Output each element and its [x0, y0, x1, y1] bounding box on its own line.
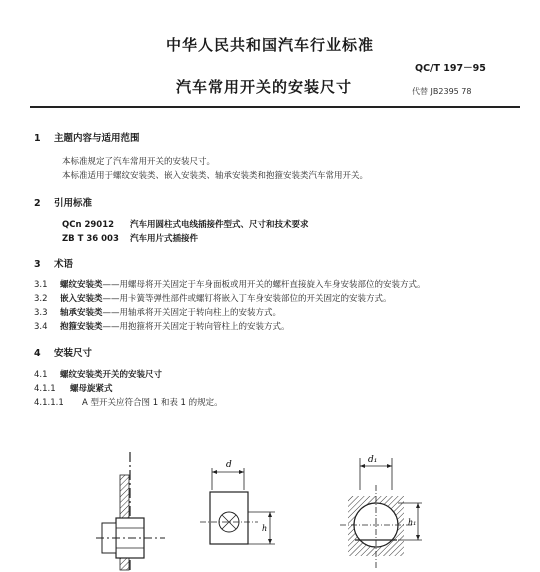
switch-side-view [96, 452, 165, 572]
term-number: 3.1 [34, 280, 48, 290]
dimension-d-label: d [226, 460, 232, 470]
term-name: 嵌入安装类 [60, 294, 103, 304]
reference-code: QCn 29012 [62, 220, 115, 230]
term-name: 螺纹安装类 [60, 280, 103, 290]
dimension-h-label: h [262, 524, 268, 533]
paragraph: 本标准适用于螺纹安装类、嵌入安装类、轴承安装类和抱箍安装类汽车常用开关。 [62, 171, 369, 181]
section-title: 引用标准 [54, 198, 93, 209]
term-name: 轴承安装类 [60, 308, 103, 318]
reference-title: 汽车用圆柱式电线插接件型式、尺寸和技术要求 [130, 220, 309, 230]
dimension-d1-label: d₁ [368, 455, 378, 465]
reference-code: ZB T 36 003 [62, 234, 119, 244]
term-item [34, 278, 426, 290]
term-number: 3.2 [34, 294, 48, 304]
cutout-a-drawing [200, 460, 275, 544]
clause-text: A 型开关应符合图 1 和表 1 的规定。 [82, 398, 223, 408]
term-definition: ——用螺母将开关固定于车身面板或用开关的螺杆直接旋入车身安装部位的安装方式。 [102, 280, 426, 290]
reference-item [62, 232, 198, 244]
clause-item [34, 396, 223, 408]
section-number: 2 [34, 198, 41, 209]
subsection-heading [34, 368, 162, 380]
term-item [34, 306, 281, 318]
term-number: 3.3 [34, 308, 48, 318]
subsection-title: 螺母旋紧式 [70, 384, 113, 394]
section-number: 3 [34, 259, 41, 270]
section-title: 安装尺寸 [54, 348, 93, 359]
term-item [34, 292, 392, 304]
term-definition: ——用抱箍将开关固定于转向管柱上的安装方式。 [102, 322, 290, 332]
subsection-number: 4.1 [34, 370, 48, 380]
subsection-number: 4.1.1 [34, 384, 56, 394]
section-2-heading [34, 195, 92, 209]
term-item [34, 320, 290, 332]
standard-category-title: 中华人民共和国汽车行业标准 [165, 36, 374, 54]
subsection-heading [34, 382, 113, 394]
paragraph: 本标准规定了汽车常用开关的安装尺寸。 [62, 157, 216, 167]
clause-number: 4.1.1.1 [34, 398, 64, 408]
standard-code: QC/T 197－95 [415, 63, 486, 74]
reference-item [62, 218, 309, 230]
term-definition: ——用卡簧等弹性部件或螺钉将嵌入丁车身安装部位的开关固定的安装方式。 [102, 294, 392, 304]
header-rule [30, 106, 520, 108]
section-title: 主题内容与适用范围 [54, 133, 140, 144]
section-3-heading [34, 256, 73, 270]
reference-title: 汽车用片式插接件 [130, 234, 199, 244]
section-number: 4 [34, 348, 41, 359]
section-title: 术语 [54, 259, 74, 270]
section-number: 1 [34, 133, 41, 144]
term-definition: ——用轴承将开关固定于转向柱上的安装方式。 [102, 308, 282, 318]
section-1-heading [34, 130, 140, 144]
section-4-heading [34, 345, 92, 359]
replaces-note: 代替 JB2395 78 [412, 87, 472, 96]
subsection-title: 螺纹安装类开关的安装尺寸 [60, 370, 163, 380]
dimension-h1-label: h₁ [408, 518, 417, 527]
figure-1-drawings [0, 430, 540, 572]
term-number: 3.4 [34, 322, 48, 332]
document-title: 汽车常用开关的安装尺寸 [175, 78, 352, 96]
term-name: 抱箍安装类 [60, 322, 103, 332]
cutout-b-drawing [340, 455, 422, 568]
